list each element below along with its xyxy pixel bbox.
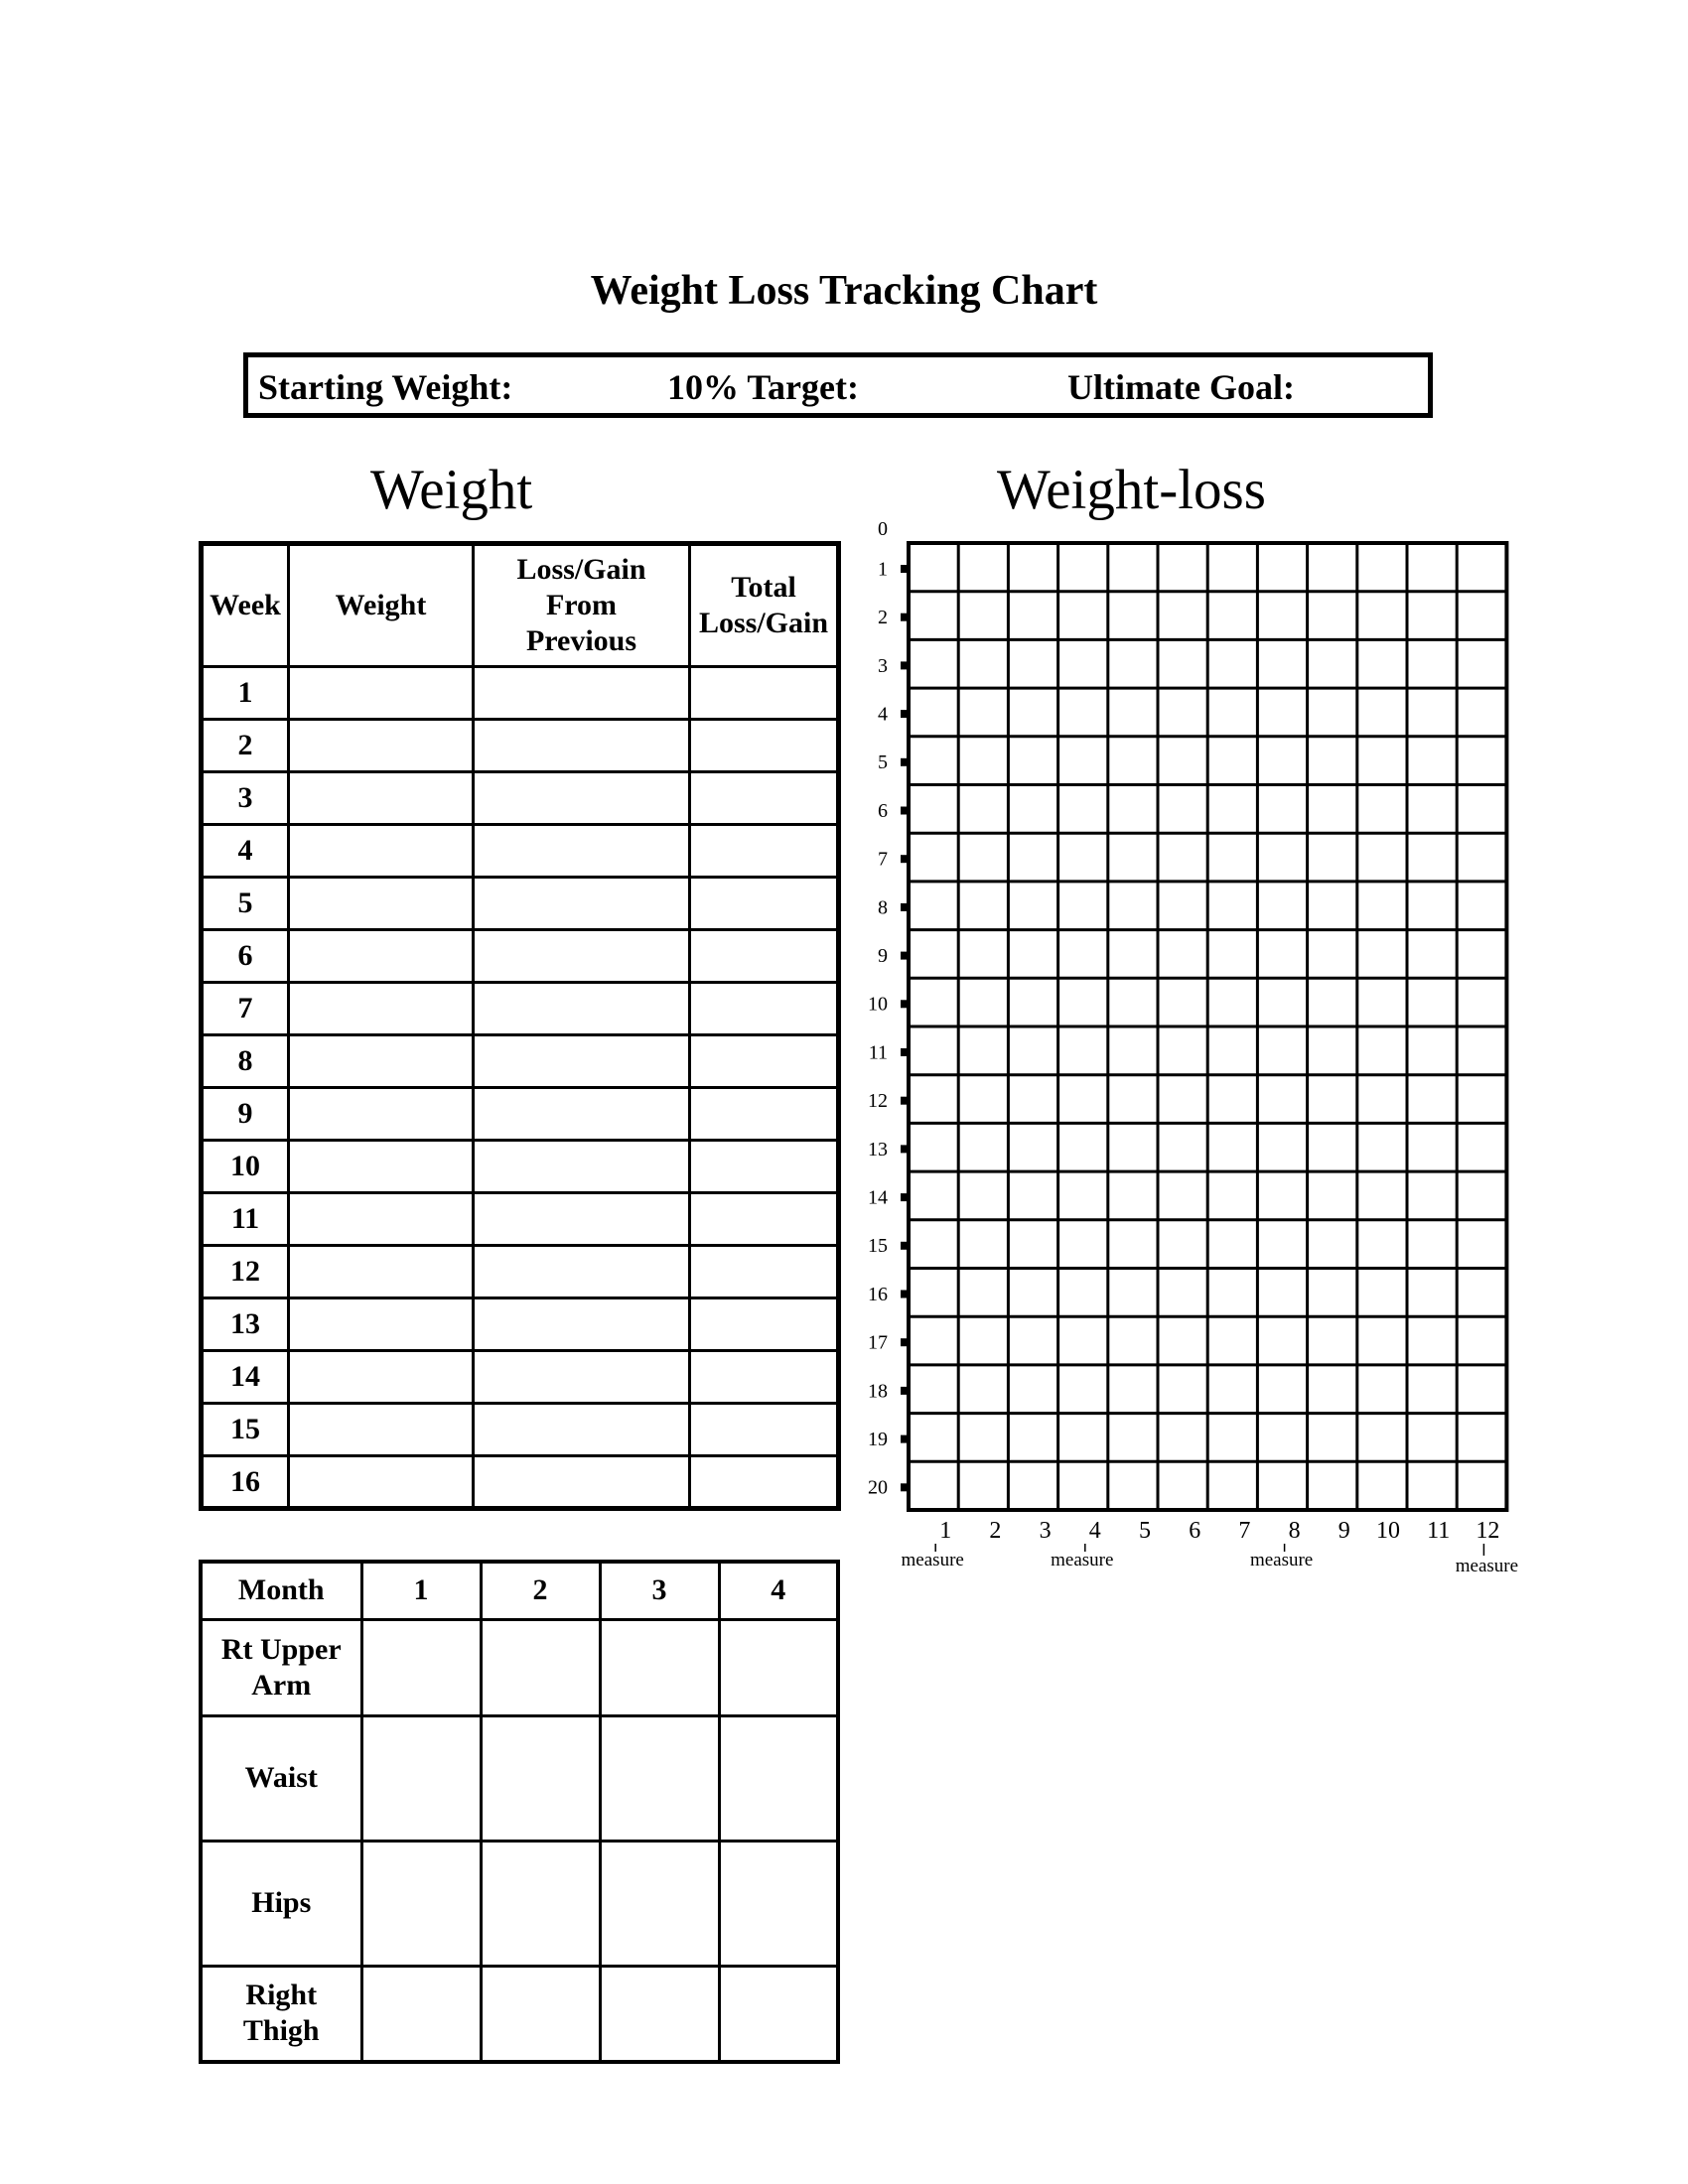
- y-tick-label: 13: [868, 1138, 888, 1160]
- weight-header: Weight: [289, 544, 474, 667]
- measurement-cell[interactable]: [600, 1715, 719, 1841]
- week-row: [202, 825, 839, 878]
- weight-cell[interactable]: [289, 983, 474, 1035]
- y-tick-mark: [901, 565, 907, 573]
- measurement-cell[interactable]: [481, 1966, 600, 2062]
- loss-gain-cell[interactable]: [474, 772, 690, 825]
- goals-box: [243, 352, 1433, 418]
- loss-gain-cell[interactable]: [474, 720, 690, 772]
- y-tick-mark: [901, 710, 907, 718]
- measure-label: measure: [901, 1550, 964, 1570]
- measure-label: measure: [1051, 1550, 1114, 1570]
- weight-cell[interactable]: [289, 772, 474, 825]
- y-tick-label: 11: [868, 1041, 888, 1064]
- total-loss-gain-cell[interactable]: [690, 772, 839, 825]
- y-tick-label: 9: [878, 944, 888, 967]
- y-tick-label: 17: [868, 1331, 888, 1354]
- weight-cell[interactable]: [289, 1351, 474, 1404]
- x-tick-label: 1: [939, 1518, 952, 1544]
- x-tick-label: 3: [1039, 1518, 1052, 1544]
- weight-cell[interactable]: [289, 878, 474, 930]
- measurement-cell[interactable]: [719, 1715, 838, 1841]
- total-loss-gain-cell[interactable]: [690, 1351, 839, 1404]
- measurement-cell[interactable]: [481, 1841, 600, 1966]
- weight-cell[interactable]: [289, 1141, 474, 1193]
- total-loss-gain-cell[interactable]: [690, 1088, 839, 1141]
- week-number: 1: [202, 667, 289, 720]
- y-tick-label: 2: [878, 607, 888, 629]
- measurement-cell[interactable]: [361, 1619, 481, 1715]
- week-number: 6: [202, 930, 289, 983]
- x-tick-label: 9: [1337, 1518, 1350, 1544]
- measurement-cell[interactable]: [600, 1619, 719, 1715]
- y-tick-mark: [901, 1435, 907, 1443]
- month-header: Month: [201, 1562, 361, 1619]
- total-loss-gain-cell[interactable]: [690, 720, 839, 772]
- weight-table-header: [202, 544, 839, 667]
- loss-gain-header: Loss/Gain From Previous: [474, 544, 690, 667]
- y-tick-label: 15: [868, 1235, 888, 1258]
- measurement-cell[interactable]: [481, 1715, 600, 1841]
- month-4-header: 4: [719, 1562, 838, 1619]
- week-row: [202, 667, 839, 720]
- week-number: 11: [202, 1193, 289, 1246]
- measurement-cell[interactable]: [600, 1841, 719, 1966]
- week-row: [202, 878, 839, 930]
- measurements-table: [199, 1560, 840, 2064]
- total-loss-gain-cell[interactable]: [690, 1193, 839, 1246]
- total-loss-gain-cell[interactable]: [690, 1298, 839, 1351]
- weight-cell[interactable]: [289, 1298, 474, 1351]
- y-tick-label: 14: [868, 1186, 888, 1209]
- total-loss-gain-cell[interactable]: [690, 930, 839, 983]
- y-tick-mark: [901, 1483, 907, 1491]
- week-number: 3: [202, 772, 289, 825]
- measurement-cell[interactable]: [719, 1619, 838, 1715]
- y-tick-mark: [901, 1387, 907, 1395]
- y-tick-label: 7: [878, 848, 888, 871]
- y-tick-label: 1: [878, 558, 888, 581]
- weight-cell[interactable]: [289, 1035, 474, 1088]
- week-number: 9: [202, 1088, 289, 1141]
- measure-label: measure: [1455, 1556, 1519, 1576]
- y-tick-mark: [901, 807, 907, 815]
- total-loss-gain-header: Total Loss/Gain: [690, 544, 839, 667]
- loss-gain-cell[interactable]: [474, 930, 690, 983]
- weight-cell[interactable]: [289, 720, 474, 772]
- weight-loss-grid-chart: [864, 521, 1559, 1593]
- loss-gain-cell[interactable]: [474, 878, 690, 930]
- week-number: 5: [202, 878, 289, 930]
- x-tick-label: 11: [1427, 1518, 1451, 1544]
- x-tick-label: 12: [1476, 1518, 1500, 1544]
- measurement-cell[interactable]: [361, 1966, 481, 2062]
- loss-gain-cell[interactable]: [474, 1298, 690, 1351]
- week-row: [202, 720, 839, 772]
- week-number: 7: [202, 983, 289, 1035]
- measurement-cell[interactable]: [719, 1966, 838, 2062]
- y-tick-label: 12: [868, 1090, 888, 1113]
- y-tick-label: 16: [868, 1283, 888, 1305]
- weight-loss-heading: Weight-loss: [997, 459, 1266, 521]
- measurements-header: [201, 1562, 838, 1619]
- weight-cell[interactable]: [289, 1404, 474, 1456]
- week-row: [202, 1456, 839, 1509]
- measurement-cell[interactable]: [481, 1619, 600, 1715]
- month-2-header: 2: [481, 1562, 600, 1619]
- week-row: [202, 930, 839, 983]
- week-row: [202, 1193, 839, 1246]
- weight-cell[interactable]: [289, 930, 474, 983]
- total-loss-gain-cell[interactable]: [690, 983, 839, 1035]
- total-loss-gain-cell[interactable]: [690, 878, 839, 930]
- weight-heading: Weight: [370, 459, 533, 521]
- loss-gain-cell[interactable]: [474, 1246, 690, 1298]
- week-row: [202, 1351, 839, 1404]
- y-tick-label: 3: [878, 654, 888, 677]
- measurement-row: [201, 1841, 838, 1966]
- total-loss-gain-cell[interactable]: [690, 825, 839, 878]
- y-tick-mark: [901, 1145, 907, 1153]
- measurement-label: Waist: [201, 1715, 361, 1841]
- y-tick-label: 6: [878, 799, 888, 822]
- x-tick-label: 8: [1288, 1518, 1301, 1544]
- weight-cell[interactable]: [289, 1193, 474, 1246]
- total-loss-gain-cell[interactable]: [690, 667, 839, 720]
- y-tick-mark: [901, 1338, 907, 1346]
- measurement-label: Right Thigh: [201, 1966, 361, 2062]
- weight-cell[interactable]: [289, 1246, 474, 1298]
- starting-weight-label: Starting Weight:: [258, 367, 513, 407]
- week-number: 8: [202, 1035, 289, 1088]
- month-1-header: 1: [361, 1562, 481, 1619]
- y-tick-mark: [901, 1291, 907, 1298]
- x-tick-label: 7: [1238, 1518, 1251, 1544]
- x-tick-label: 4: [1088, 1518, 1101, 1544]
- total-loss-gain-cell[interactable]: [690, 1456, 839, 1509]
- y-tick-label: 4: [878, 703, 888, 726]
- total-loss-gain-cell[interactable]: [690, 1141, 839, 1193]
- page-title: Weight Loss Tracking Chart: [590, 268, 1098, 314]
- week-row: [202, 1298, 839, 1351]
- y-tick-label: 8: [878, 896, 888, 919]
- x-tick-label: 5: [1139, 1518, 1151, 1544]
- y-tick-mark: [901, 1242, 907, 1250]
- measurement-row: [201, 1715, 838, 1841]
- week-number: 14: [202, 1351, 289, 1404]
- weight-cell[interactable]: [289, 667, 474, 720]
- loss-gain-cell[interactable]: [474, 1456, 690, 1509]
- target-label: 10% Target:: [667, 367, 859, 407]
- total-loss-gain-cell[interactable]: [690, 1246, 839, 1298]
- week-row: [202, 1246, 839, 1298]
- y-tick-mark: [901, 758, 907, 766]
- measurement-cell[interactable]: [361, 1715, 481, 1841]
- measurement-cell[interactable]: [719, 1841, 838, 1966]
- loss-gain-cell[interactable]: [474, 1035, 690, 1088]
- y-tick-mark: [901, 855, 907, 863]
- y-tick-mark: [901, 1048, 907, 1056]
- week-row: [202, 1088, 839, 1141]
- y-tick-label: 18: [868, 1380, 888, 1403]
- loss-gain-cell[interactable]: [474, 983, 690, 1035]
- month-3-header: 3: [600, 1562, 719, 1619]
- measure-label: measure: [1249, 1550, 1314, 1570]
- loss-gain-cell[interactable]: [474, 1193, 690, 1246]
- y-tick-label: 20: [868, 1476, 888, 1499]
- y-tick-mark: [901, 1193, 907, 1201]
- measurement-cell[interactable]: [600, 1966, 719, 2062]
- week-header: Week: [202, 544, 289, 667]
- loss-gain-cell[interactable]: [474, 1404, 690, 1456]
- week-number: 2: [202, 720, 289, 772]
- weight-cell[interactable]: [289, 1456, 474, 1509]
- ultimate-goal-label: Ultimate Goal:: [1067, 367, 1295, 407]
- y-tick-mark: [901, 903, 907, 911]
- measurement-label: Hips: [201, 1841, 361, 1966]
- y-tick-label: 0: [878, 521, 888, 540]
- y-tick-mark: [901, 614, 907, 621]
- x-tick-label: 2: [989, 1518, 1002, 1544]
- loss-gain-cell[interactable]: [474, 1141, 690, 1193]
- week-number: 16: [202, 1456, 289, 1509]
- y-tick-mark: [901, 1000, 907, 1008]
- total-loss-gain-cell[interactable]: [690, 1404, 839, 1456]
- week-row: [202, 1404, 839, 1456]
- y-tick-label: 10: [868, 993, 888, 1016]
- loss-gain-cell[interactable]: [474, 825, 690, 878]
- y-tick-mark: [901, 1097, 907, 1105]
- weight-cell[interactable]: [289, 1088, 474, 1141]
- loss-gain-cell[interactable]: [474, 1351, 690, 1404]
- week-number: 10: [202, 1141, 289, 1193]
- weight-cell[interactable]: [289, 825, 474, 878]
- week-row: [202, 1035, 839, 1088]
- y-tick-mark: [901, 952, 907, 960]
- week-number: 13: [202, 1298, 289, 1351]
- measurement-cell[interactable]: [361, 1841, 481, 1966]
- week-number: 15: [202, 1404, 289, 1456]
- loss-gain-cell[interactable]: [474, 1088, 690, 1141]
- week-number: 12: [202, 1246, 289, 1298]
- measurement-label: Rt Upper Arm: [201, 1619, 361, 1715]
- week-row: [202, 983, 839, 1035]
- total-loss-gain-cell[interactable]: [690, 1035, 839, 1088]
- measurement-row: [201, 1619, 838, 1715]
- measurement-row: [201, 1966, 838, 2062]
- y-tick-label: 5: [878, 751, 888, 774]
- week-number: 4: [202, 825, 289, 878]
- week-row: [202, 1141, 839, 1193]
- x-tick-label: 10: [1376, 1518, 1400, 1544]
- y-tick-label: 19: [868, 1428, 888, 1450]
- week-row: [202, 772, 839, 825]
- loss-gain-cell[interactable]: [474, 667, 690, 720]
- x-tick-label: 6: [1189, 1518, 1201, 1544]
- y-tick-mark: [901, 661, 907, 669]
- weight-table: [199, 541, 841, 1511]
